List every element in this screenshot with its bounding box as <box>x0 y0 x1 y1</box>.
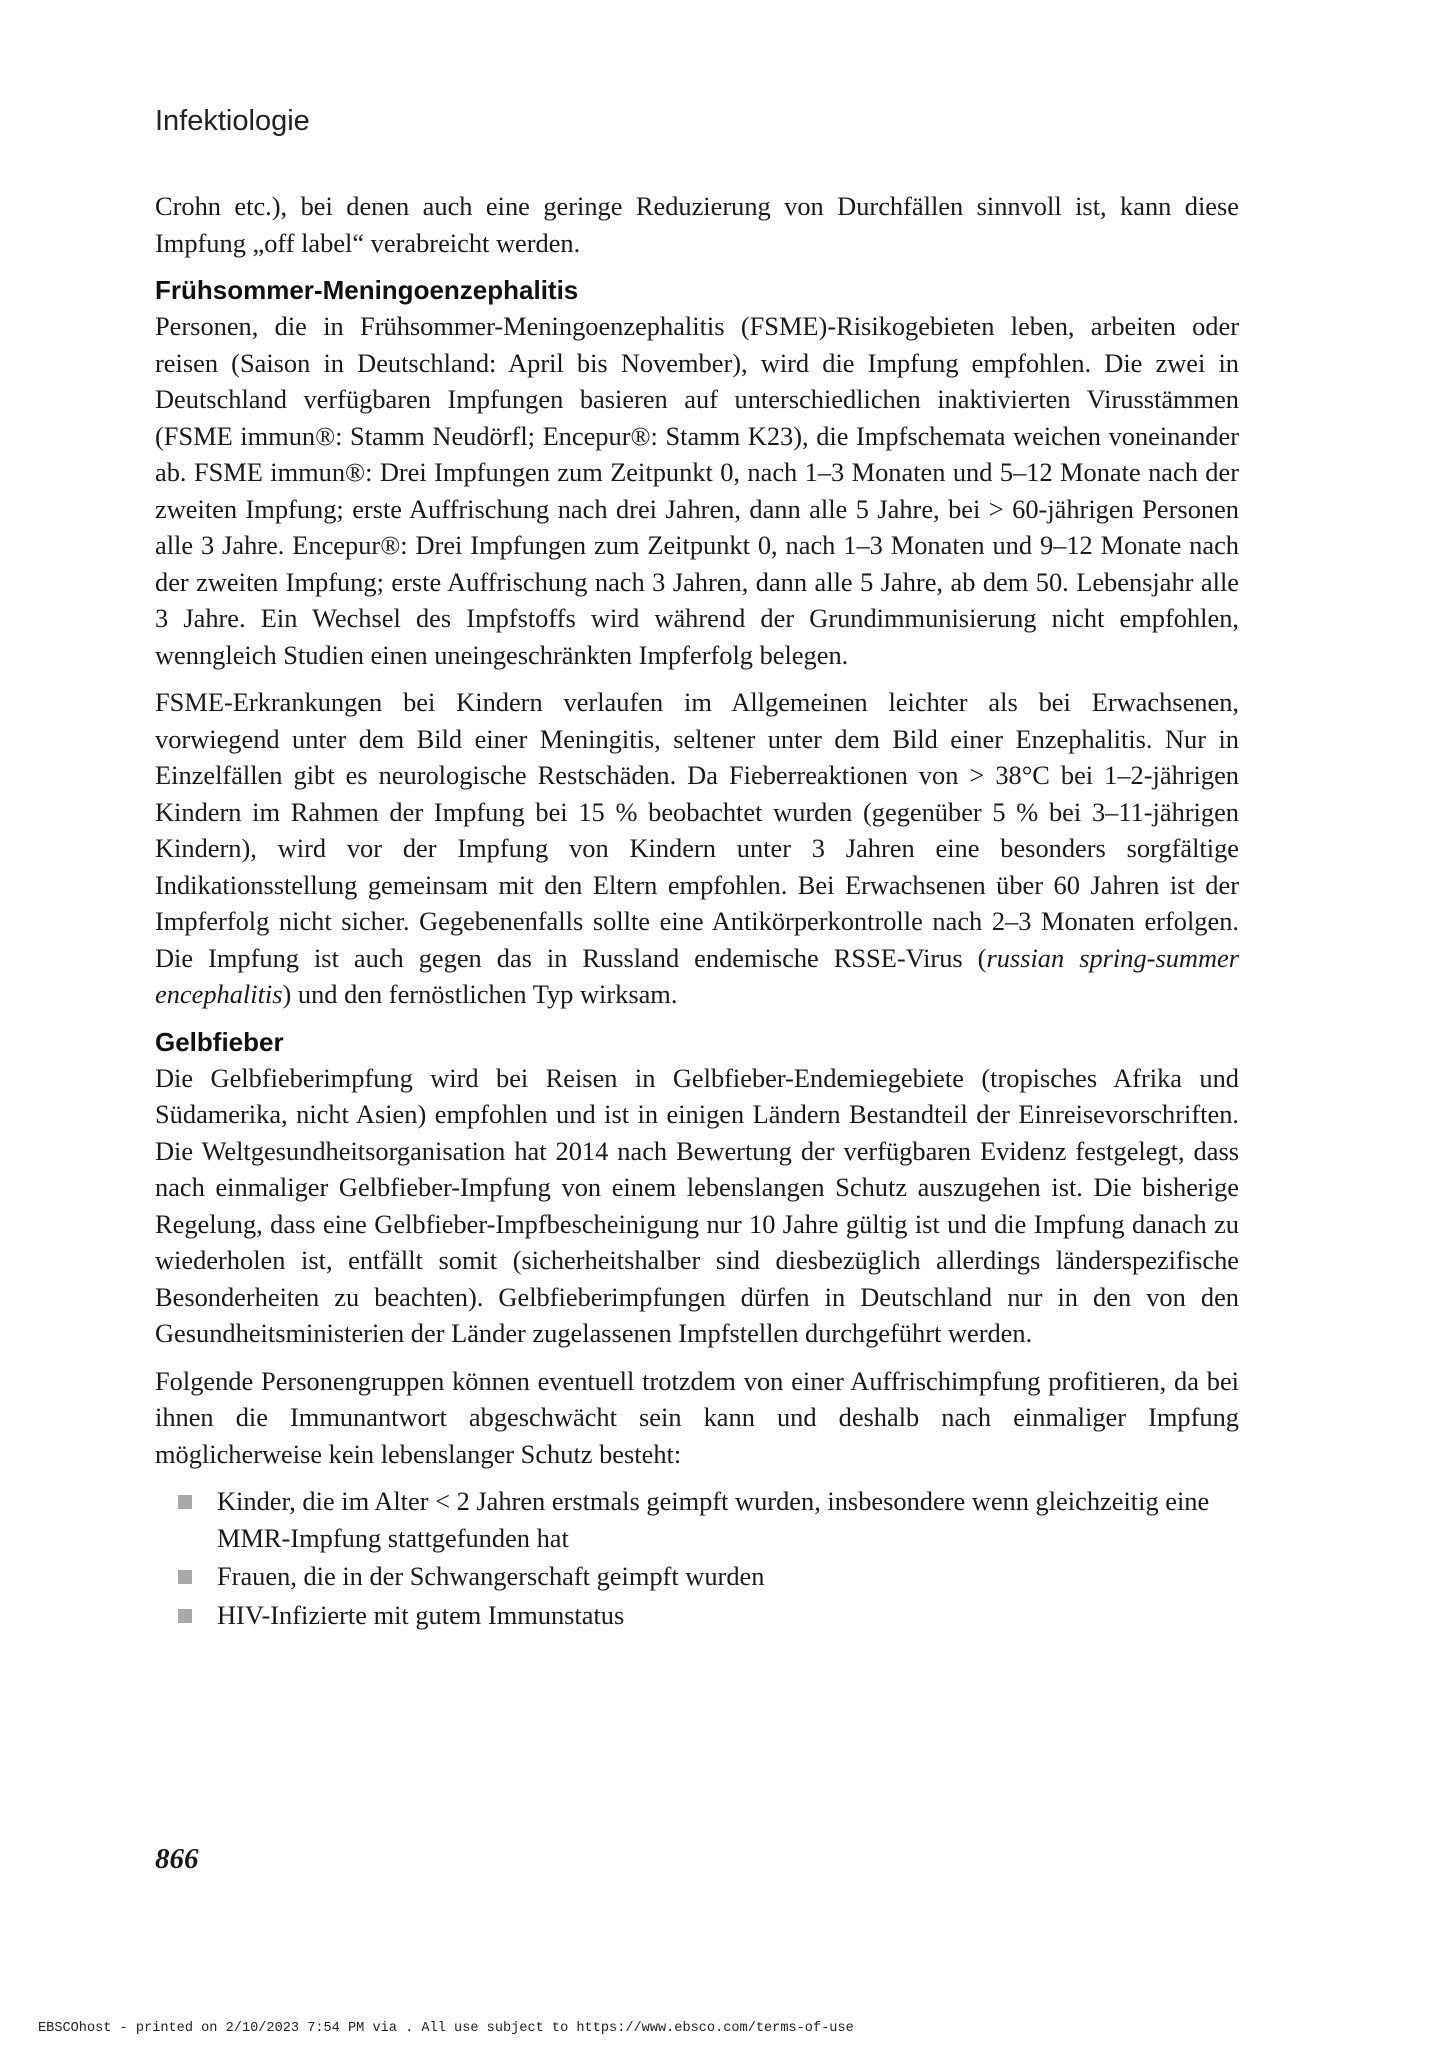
running-head-title: Infektiologie <box>155 105 310 137</box>
fsme-paragraph-2 <box>155 684 1239 1013</box>
gelbfieber-paragraph-1: Die Gelbfieberimpfung wird bei Reisen in Gelbfieber-Endemiegebiete (tropisches Afrika und Südamerika, nicht Asien) empfohlen und ist in einigen Ländern Bestandteil der Einreisevorschriften. Die Weltgesundheitsorganisation hat 2014 nach Bewertung der verfügbaren Evidenz festgelegt, dass nach einmaliger Gelbfieber-Impfung von einem lebenslangen Schutz auszugehen ist. Die bisherige Regelung, dass eine Gelbfieber-Impfbescheinigung nur 10 Jahre gültig ist und die Impfung danach zu wiederholen ist, entfällt somit (sicherheitshalber sind diesbezüglich allerdings länderspezifische Besonderheiten zu beachten). Gelbfieberimpfungen dürfen in Deutschland nur in den von den Gesundheitsministerien der Länder zugelassenen Impfstellen durchgeführt werden. <box>155 1062 1239 1348</box>
square-bullet-icon <box>178 1570 192 1584</box>
list-item-text: HIV-Infizierte mit gutem Immunstatus <box>217 1599 625 1630</box>
square-bullet-icon <box>178 1495 192 1509</box>
print-footer: EBSCOhost - printed on 2/10/2023 7:54 PM via . All use subject to https://www.ebsco.com/terms-of-use <box>38 2021 854 2036</box>
list-item-text: Frauen, die in der Schwangerschaft geimpft wurden <box>217 1561 765 1591</box>
fsme-paragraph-2-italic: russian spring-summer encephalitis <box>155 942 1240 1009</box>
fsme-paragraph-2-end: ) und den fernöstlichen Typ wirksam. <box>282 979 678 1009</box>
list-item <box>155 1597 1239 1634</box>
list-item <box>155 1483 1239 1556</box>
list-item <box>155 1558 1239 1595</box>
gelbfieber-paragraph-2: Folgende Personengruppen können eventuell trotzdem von einer Auffrischimpfung profitieren, da bei ihnen die Immunantwort abgeschwächt sein kann und deshalb nach einmaliger Impfung möglicherweise kein lebenslanger Schutz besteht: <box>155 1365 1239 1469</box>
fsme-heading: Frühsommer-Meningoenzephalitis <box>155 275 579 305</box>
intro-paragraph: Crohn etc.), bei denen auch eine geringe Reduzierung von Durchfällen sinnvoll ist, kann diese Impfung „off label“ verabreicht werden. <box>155 191 1239 258</box>
square-bullet-icon <box>178 1609 192 1623</box>
gelbfieber-heading: Gelbfieber <box>155 1026 284 1057</box>
fsme-paragraph-2-text: FSME-Erkrankungen bei Kindern verlaufen im Allgemeinen leichter als bei Erwachsenen, vorwiegend unter dem Bild einer Meningitis, seltener unter dem Bild einer Enzephalitis. Nur in Einzelfällen gibt es neurologische Restschäden. Da Fieberreaktionen von > 38°C bei 1–2-jährigen Kindern im Rahmen der Impfung bei 15 % beobachtet wurden (gegenüber 5 % bei 3–11-jährigen Kindern), wird vor der Impfung von Kindern unter 3 Jahren eine besonders sorgfältige Indikationsstellung gemeinsam mit den Eltern empfohlen. Bei Erwachsenen über 60 Jahren ist der Impferfolg nicht sicher. Gegebenenfalls sollte eine Antikörperkontrolle nach 2–3 Monaten erfolgen. Die Impfung ist auch gegen das in Russland endemische RSSE-Virus ( <box>155 687 1239 973</box>
page-number: 866 <box>155 1843 199 1875</box>
bullet-list <box>155 1483 1239 1633</box>
list-item-text: Kinder, die im Alter < 2 Jahren erstmals geimpft wurden, insbesondere wenn gleichzeitig eine MMR-Impfung stattgefunden hat <box>217 1486 1210 1553</box>
fsme-paragraph-1: Personen, die in Frühsommer-Meningoenzephalitis (FSME)-Risikogebieten leben, arbeiten oder reisen (Saison in Deutschland: April bis November), wird die Impfung empfohlen. Die zwei in Deutschland verfügbaren Impfungen basieren auf unterschiedlichen inaktivierten Virusstämmen (FSME immun®: Stamm Neudörfl; Encepur®: Stamm K23), die Impfschemata weichen voneinander ab. FSME immun®: Drei Impfungen zum Zeitpunkt 0, nach 1–3 Monaten und 5–12 Monate nach der zweiten Impfung; erste Auffrischung nach drei Jahren, dann alle 5 Jahre, bei > 60-jährigen Personen alle 3 Jahre. Encepur®: Drei Impfungen zum Zeitpunkt 0, nach 1–3 Monaten und 9–12 Monate nach der zweiten Impfung; erste Auffrischung nach 3 Jahren, dann alle 5 Jahre, ab dem 50. Lebensjahr alle 3 Jahre. Ein Wechsel des Impfstoffs wird während der Grundimmunisierung nicht empfohlen, wenngleich Studien einen uneingeschränkten Impferfolg belegen. <box>155 311 1239 670</box>
page-body <box>155 188 1239 1635</box>
